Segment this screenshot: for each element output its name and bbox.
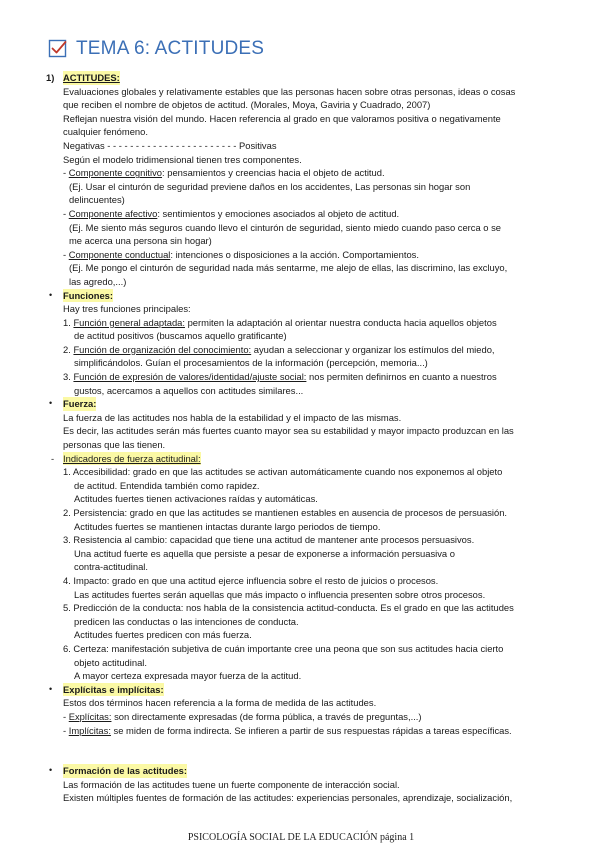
- indicator-text: contra-actitudinal.: [74, 561, 148, 573]
- indicator-text: Actitudes fuertes tienen activaciones raídas y automáticas.: [74, 493, 318, 505]
- text-line: [0, 261, 602, 275]
- indicator-text: Actitudes fuertes se mantienen intactas durante largo periodos de tiempo.: [74, 520, 381, 532]
- text-line: [0, 85, 602, 99]
- text-line: [0, 221, 602, 235]
- text-line: [0, 275, 602, 289]
- paragraph-text: Las formación de las actitudes tuene un fuerte componente de interacción social.: [63, 778, 400, 790]
- text-line: [0, 424, 602, 438]
- indicator-item-5: [0, 601, 602, 615]
- explicitas-heading-row: [0, 683, 602, 697]
- function-item-2: [0, 343, 602, 357]
- text-line: [0, 411, 602, 425]
- indicator-item-6: [0, 642, 602, 656]
- paragraph-text: Según el modelo tridimensional tienen tres componentes.: [63, 153, 302, 165]
- text-line: [0, 329, 602, 343]
- text-line: [0, 112, 602, 126]
- text-line: [0, 356, 602, 370]
- bullet-icon: •: [49, 289, 53, 300]
- paragraph-text: simplificándolos. Guían el procesamientos de la información (percepción, memoria...): [74, 357, 428, 369]
- component-text: : pensamientos y creencias hacia el objeto de actitud.: [162, 167, 385, 179]
- paragraph-text: que reciben el nombre de objetos de actitud. (Morales, Moya, Gaviria y Cuadrado, 2007): [63, 99, 431, 111]
- section-heading: Explícitas e implícitas:: [63, 683, 164, 695]
- text-line: [0, 302, 602, 316]
- text-line: [0, 696, 602, 710]
- example-text: me acerca una persona sin hogar): [69, 235, 212, 247]
- definition-text: son directamente expresadas (de forma pública, a través de preguntas,...): [111, 710, 422, 722]
- text-line: [0, 384, 602, 398]
- negative-positive-scale: Negativas - - - - - - - - - - - - - - - - - - - - - - - Positivas: [63, 139, 277, 151]
- indicator-text: Las actitudes fuertes serán aquellas que más impacto o influencia presenten sobre otros procesos.: [74, 588, 486, 600]
- text-line: [0, 125, 602, 139]
- indicator-text: 2. Persistencia: grado en que las actitudes se mantienen estables en ausencia de procesos de persuasión.: [63, 507, 508, 518]
- section-heading: ACTITUDES:: [63, 72, 120, 83]
- text-line: [0, 547, 602, 561]
- function-term: Función de expresión de valores/identidad/ajuste social:: [73, 371, 307, 383]
- fuerza-heading-row: [0, 397, 602, 411]
- checkbox-check-icon: [48, 39, 68, 59]
- component-behavioral: [0, 248, 602, 262]
- text-line: [0, 778, 602, 792]
- text-line: [0, 234, 602, 248]
- text-line: [0, 139, 602, 153]
- paragraph-text: Es decir, las actitudes serán más fuertes cuanto mayor sea su estabilidad y mayor impacto produzcan en las: [63, 425, 514, 437]
- dash-marker: -: [51, 452, 55, 464]
- term: Explícitas:: [68, 710, 112, 722]
- example-text: (Ej. Usar el cinturón de seguridad previene daños en los accidentes, Las personas sin hogar son: [69, 180, 471, 192]
- paragraph-text: Reflejan nuestra visión del mundo. Hacen referencia al grado en que valoramos positiva o negativamente: [63, 112, 501, 124]
- paragraph-text: Estos dos términos hacen referencia a la forma de medida de las actitudes.: [63, 697, 377, 709]
- text-line: [0, 560, 602, 574]
- bullet-icon: •: [49, 398, 53, 409]
- indicator-text: 5. Predicción de la conducta: nos habla de la consistencia actitud-conducta. Es el grado en que las actitudes: [63, 602, 514, 614]
- function-text: ayudan a seleccionar y organizar los estímulos del miedo,: [251, 343, 495, 355]
- text-line: [0, 656, 602, 670]
- term: Implícitas:: [68, 724, 111, 736]
- indicator-text: 3. Resistencia al cambio: capacidad que tiene una actitud de mantener ante procesos persuasivos.: [63, 534, 475, 546]
- indicator-text: 1. Accesibilidad: grado en que las actitudes se activan automáticamente cuando nos exponemos al objeto: [63, 466, 503, 478]
- list-number: 2.: [63, 343, 74, 355]
- paragraph-text: gustos, acercamos a aquellos con actitudes similares...: [74, 384, 304, 396]
- indicator-item-3: [0, 533, 602, 547]
- paragraph-text: cualquier fenómeno.: [63, 126, 148, 138]
- example-text: delincuentes): [69, 194, 125, 206]
- text-line: [0, 520, 602, 534]
- dash-marker: -: [63, 710, 69, 722]
- component-cognitive: [0, 166, 602, 180]
- text-line: [0, 628, 602, 642]
- indicator-text: de actitud. Entendida también como rapidez.: [74, 479, 260, 491]
- dash-marker: -: [63, 207, 69, 219]
- text-line: [0, 438, 602, 452]
- function-term: Función de organización del conocimiento:: [73, 343, 252, 355]
- bullet-icon: •: [49, 683, 53, 694]
- paragraph-text: La fuerza de las actitudes nos habla de la estabilidad y el impacto de las mismas.: [63, 411, 402, 423]
- paragraph-text: Hay tres funciones principales:: [63, 303, 191, 315]
- title-row: [48, 38, 264, 60]
- text-line: [0, 153, 602, 167]
- text-line: [0, 615, 602, 629]
- paragraph-text: de actitud positivos (buscamos aquello gratificante): [74, 330, 287, 342]
- indicator-text: Una actitud fuerte es aquella que persiste a pesar de exponerse a información persuasiva o: [74, 547, 455, 559]
- text-line: [0, 193, 602, 207]
- implicit-item: [0, 724, 602, 738]
- paragraph-text: Evaluaciones globales y relativamente estables que las personas hacen sobre otras personas, ideas o cosas: [63, 85, 516, 97]
- paragraph-text: Existen múltiples fuentes de formación de las actitudes: experiencias personales, aprendizaje, socialización,: [63, 792, 513, 804]
- example-text: (Ej. Me pongo el cinturón de seguridad nada más sentarme, me alejo de ellas, las discrimino, las excluyo,: [69, 262, 508, 274]
- indicator-text: Actitudes fuertes predicen con más fuerza.: [74, 629, 252, 641]
- indicator-text: 6. Certeza: manifestación subjetiva de cuán importante cree una peona que son sus actitudes hacia cierto: [63, 642, 504, 654]
- component-affective: [0, 207, 602, 221]
- component-text: : intenciones o disposiciones a la acción. Comportamientos.: [170, 248, 419, 260]
- dash-marker: -: [63, 724, 69, 736]
- text-line: [0, 98, 602, 112]
- indicator-text: A mayor certeza expresada mayor fuerza de la actitud.: [74, 670, 302, 682]
- indicator-text: 4. Impacto: grado en que una actitud ejerce influencia sobre el resto de juicios o procesos.: [63, 574, 439, 586]
- function-text: nos permiten definirnos en cuanto a nuestros: [306, 371, 497, 383]
- section-heading: Funciones:: [63, 289, 114, 301]
- definition-text: se miden de forma indirecta. Se infieren a partir de sus respuestas rápidas a tareas específicas.: [110, 724, 512, 736]
- funciones-heading-row: [0, 289, 602, 303]
- component-term: Componente conductual: [68, 248, 171, 260]
- list-number: 3.: [63, 371, 74, 383]
- text-line: [0, 479, 602, 493]
- dash-marker: -: [63, 167, 69, 179]
- paragraph-text: personas que las tienen.: [63, 439, 166, 451]
- indicator-item-1: [0, 465, 602, 479]
- text-line: [0, 180, 602, 194]
- indicator-text: predicen las conductas o las intenciones de conducta.: [74, 615, 299, 627]
- example-text: (Ej. Me siento más seguros cuando llevo el cinturón de seguridad, siento miedo cuando paso cerca o se: [69, 221, 502, 233]
- section-heading: Fuerza:: [63, 398, 97, 410]
- list-number: 1.: [63, 316, 74, 328]
- indicadores-heading-row: [0, 452, 602, 466]
- explicit-item: [0, 710, 602, 724]
- text-line: [0, 492, 602, 506]
- indicator-item-2: [0, 506, 602, 520]
- text-line: [0, 588, 602, 602]
- indicator-text: objeto actitudinal.: [74, 656, 147, 668]
- text-line: [0, 791, 602, 805]
- subsection-heading: Indicadores de fuerza actitudinal:: [63, 452, 201, 464]
- bullet-icon: •: [49, 765, 53, 776]
- function-item-1: [0, 316, 602, 330]
- formacion-heading-row: [0, 764, 602, 778]
- indicator-item-4: [0, 574, 602, 588]
- section-heading: Formación de las actitudes:: [63, 765, 187, 777]
- page-footer: PSICOLOGÍA SOCIAL DE LA EDUCACIÓN página 1: [187, 832, 415, 843]
- page-title: TEMA 6: ACTITUDES: [76, 38, 265, 59]
- function-text: permiten la adaptación al orientar nuestra conducta hacia aquellos objetos: [184, 316, 497, 328]
- component-term: Componente afectivo: [68, 207, 158, 219]
- section-number: 1): [46, 72, 55, 83]
- function-term: Función general adaptada:: [73, 316, 185, 328]
- example-text: las agredo,...): [69, 275, 127, 287]
- function-item-3: [0, 370, 602, 384]
- section-heading-row: [0, 71, 602, 85]
- component-term: Componente cognitivo: [68, 167, 163, 179]
- dash-marker: -: [63, 248, 69, 260]
- content: [0, 71, 602, 805]
- text-line: [0, 669, 602, 683]
- component-text: : sentimientos y emociones asociados al objeto de actitud.: [157, 207, 400, 219]
